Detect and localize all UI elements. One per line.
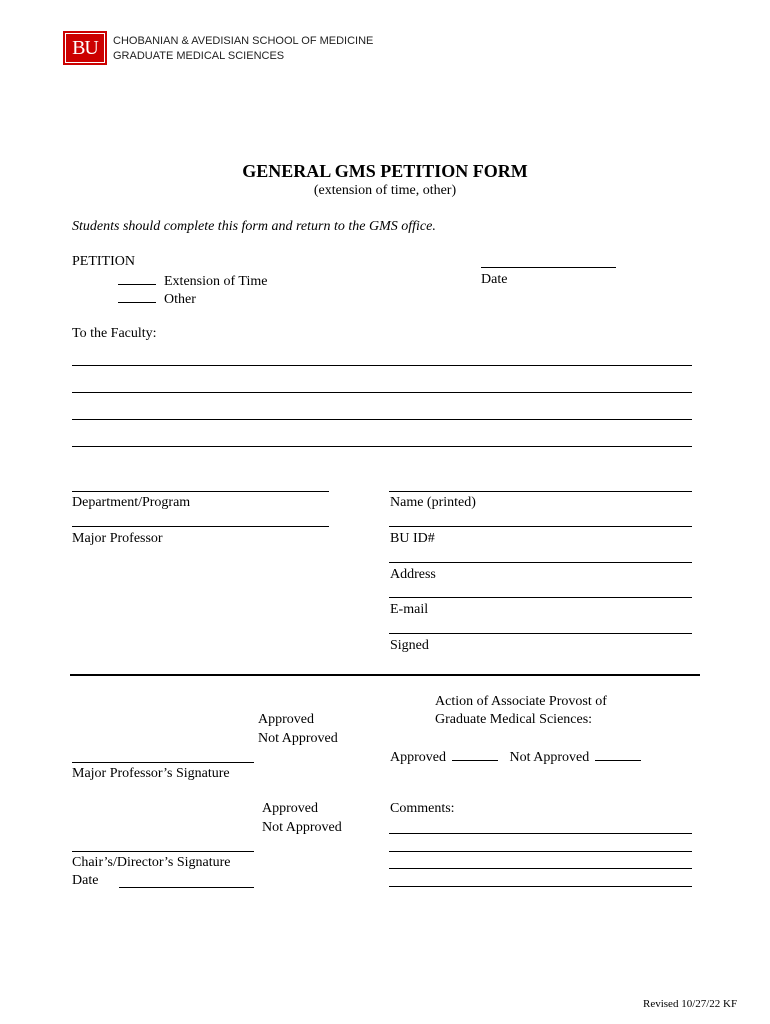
chair-date-label: Date	[72, 873, 99, 888]
provost-approved-blank[interactable]	[452, 748, 498, 761]
comments-line-4[interactable]	[389, 886, 692, 887]
faculty-line-3[interactable]	[72, 419, 692, 420]
major-prof-sig-line[interactable]	[72, 762, 254, 763]
provost-approved-label: Approved	[390, 750, 446, 765]
option-extension-label: Extension of Time	[164, 274, 268, 289]
not-approved-label[interactable]: Not Approved	[258, 731, 338, 746]
chair-date-line[interactable]	[119, 887, 254, 888]
date-label: Date	[481, 272, 508, 287]
option-extension[interactable]	[118, 272, 267, 290]
section-divider	[70, 674, 700, 676]
option-other-label: Other	[164, 292, 196, 307]
faculty-line-1[interactable]	[72, 365, 692, 366]
provost-heading-2: Graduate Medical Sciences:	[435, 712, 593, 727]
address-label: Address	[390, 567, 436, 582]
form-title: GENERAL GMS PETITION FORM	[242, 161, 528, 181]
name-line[interactable]	[389, 491, 692, 492]
approved-label-2[interactable]: Approved	[262, 801, 318, 816]
signed-label: Signed	[390, 638, 429, 653]
comments-line-3[interactable]	[389, 868, 692, 869]
approved-label[interactable]: Approved	[258, 712, 314, 727]
chair-sig-label: Chair’s/Director’s Signature	[72, 855, 231, 870]
major-prof-sig-label: Major Professor’s Signature	[72, 766, 230, 781]
major-professor-line[interactable]	[72, 526, 329, 527]
school-name-line1: CHOBANIAN & AVEDISIAN SCHOOL OF MEDICINE	[113, 35, 374, 47]
provost-not-approved-label: Not Approved	[509, 750, 590, 765]
school-name-line2: GRADUATE MEDICAL SCIENCES	[113, 50, 285, 62]
date-line[interactable]	[481, 267, 616, 268]
major-professor-label: Major Professor	[72, 531, 163, 546]
email-line[interactable]	[389, 597, 692, 598]
extension-blank[interactable]	[118, 272, 156, 285]
faculty-line-4[interactable]	[72, 446, 692, 447]
option-other[interactable]	[118, 290, 196, 308]
bu-logo-text: BU	[65, 33, 105, 63]
provost-approval-row	[390, 748, 641, 766]
not-approved-label-2[interactable]: Not Approved	[262, 820, 342, 835]
faculty-line-2[interactable]	[72, 392, 692, 393]
bu-id-line[interactable]	[389, 526, 692, 527]
bu-id-label: BU ID#	[390, 531, 435, 546]
form-subtitle: (extension of time, other)	[313, 183, 457, 198]
bu-logo	[63, 31, 107, 65]
petition-label: PETITION	[72, 254, 135, 269]
other-blank[interactable]	[118, 290, 156, 303]
comments-label: Comments:	[390, 801, 455, 816]
department-line[interactable]	[72, 491, 329, 492]
department-label: Department/Program	[72, 495, 191, 510]
provost-heading-1: Action of Associate Provost of	[435, 694, 607, 709]
name-label: Name (printed)	[390, 495, 476, 510]
revision-footer: Revised 10/27/22 KF	[643, 998, 738, 1010]
signed-line[interactable]	[389, 633, 692, 634]
comments-line-2[interactable]	[389, 851, 692, 852]
instructions: Students should complete this form and return to the GMS office.	[72, 219, 436, 234]
chair-sig-line[interactable]	[72, 851, 254, 852]
email-label: E-mail	[390, 602, 429, 617]
address-line[interactable]	[389, 562, 692, 563]
provost-not-approved-blank[interactable]	[595, 748, 641, 761]
comments-line-1[interactable]	[389, 833, 692, 834]
faculty-label: To the Faculty:	[72, 326, 157, 341]
